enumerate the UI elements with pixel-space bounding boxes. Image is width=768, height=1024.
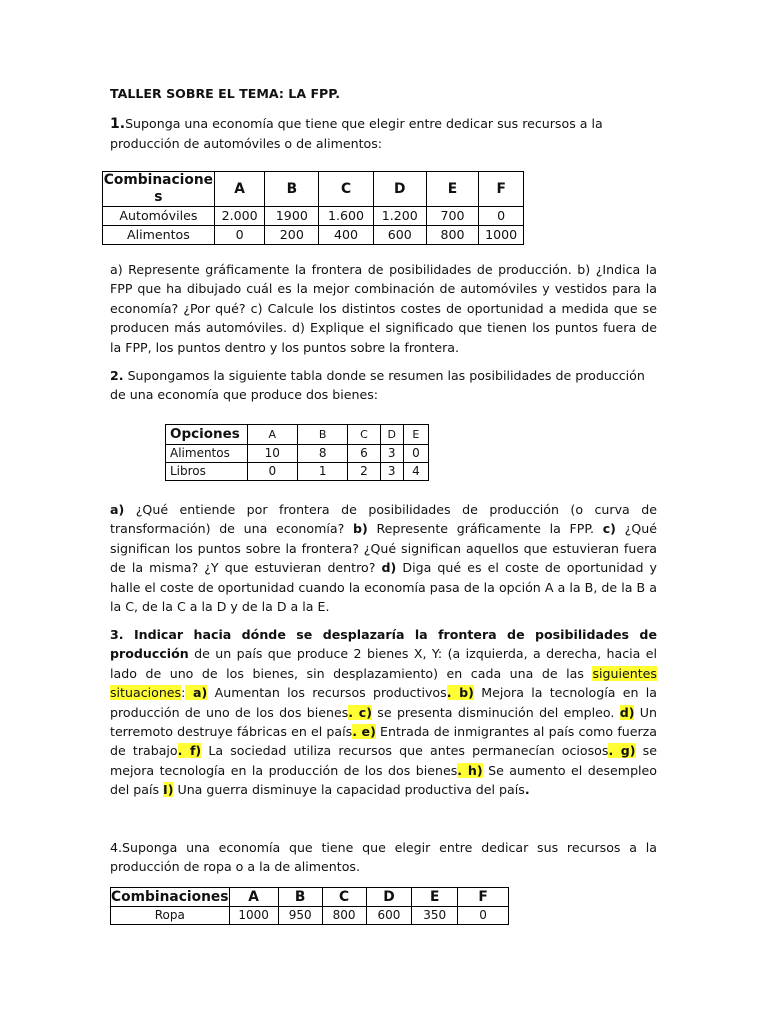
q1-intro: 1.Suponga una economía que tiene que elegir entre dedicar sus recursos a la producción de automóviles o de alimentos: xyxy=(110,116,603,152)
table-header-cell: C xyxy=(348,425,380,445)
q4-intro: 4.Suponga una economía que tiene que elegir entre dedicar sus recursos a la producción de ropa o a la de alimentos. xyxy=(110,840,657,875)
table-row: Alimentos 10 8 6 3 0 xyxy=(166,445,429,463)
table-header-cell: E xyxy=(412,888,458,907)
table-header-cell: B xyxy=(297,425,347,445)
q2-questions: a) ¿Qué entiende por frontera de posibilidades de producción (o curva de transformación) de una economía? b) Represente gráficamente la FPP. c) ¿Qué significan los puntos sobre la frontera? ¿Qué significan aquellos que estuvieran fuera de la misma? ¿Y que estuvieran dentro? d) Diga qué es el coste de oportunidad y halle el coste de oportunidad cuando la economía pasa de la opción A a la B, de la B a la C, de la C a la D y de la D a la E. xyxy=(110,502,657,615)
table-header-cell: B xyxy=(278,888,322,907)
q2-table xyxy=(165,424,429,481)
table-header-cell: Opciones xyxy=(166,425,248,445)
table-header-row xyxy=(103,172,524,207)
table-header-row xyxy=(111,888,509,907)
table-row: Alimentos 0 200 400 600 800 1000 xyxy=(103,226,524,245)
q3-text: 3. Indicar hacia dónde se desplazaría la frontera de posibilidades de producción de un país que produce 2 bienes X, Y: (a izquierda, a derecha, hacia el lado de uno de los bienes, sin desplazamiento) en cada una de las siguientes situaciones: a) Aumentan los recursos productivos. b) Mejora la tecnología en la producción de uno de los dos bienes. c) se presenta disminución del empleo. d) Un terremoto destruye fábricas en el país. e) Entrada de inmigrantes al país como fuerza de trabajo. f) La sociedad utiliza recursos que antes permanecían ociosos. g) se mejora tecnología en la producción de los dos bienes. h) Se aumento el desempleo del país I) Una guerra disminuye la capacidad productiva del país. xyxy=(110,627,658,798)
table-header-cell: Combinacione s xyxy=(103,172,214,205)
q1-table xyxy=(102,171,524,245)
page-title: TALLER SOBRE EL TEMA: LA FPP. xyxy=(110,86,340,101)
table-header-cell: D xyxy=(380,425,403,445)
table-header-cell: C xyxy=(322,888,366,907)
table-header-cell: A xyxy=(247,425,297,445)
table-header-cell: A xyxy=(229,888,278,907)
table-header-cell: F xyxy=(458,888,509,907)
q1-questions: a) Represente gráficamente la frontera de posibilidades de producción. b) ¿Indica la FPP que ha dibujado cuál es la mejor combinación de automóviles y vestidos para la economía? ¿Por qué? c) Calcule los distintos costes de oportunidad a medida que se producen más automóviles. d) Explique el significado que tienen los puntos fuera de la FPP, los puntos dentro y los puntos sobre la frontera. xyxy=(110,262,657,355)
table-row: Automóviles 2.000 1900 1.600 1.200 700 0 xyxy=(103,207,524,226)
table-header-cell: C xyxy=(319,172,374,207)
table-header-cell: D xyxy=(373,172,426,207)
table-row: Ropa 1000 950 800 600 350 0 xyxy=(111,907,509,925)
table-header-cell: Combinaciones xyxy=(111,888,229,905)
table-header-row xyxy=(166,425,429,445)
table-header-cell: A xyxy=(214,172,265,207)
table-header-cell: D xyxy=(366,888,412,907)
table-header-cell: E xyxy=(426,172,479,207)
table-header-cell: F xyxy=(479,172,524,207)
q2-intro: 2. Supongamos la siguiente tabla donde se resumen las posibilidades de producción de una economía que produce dos bienes: xyxy=(110,368,645,403)
table-header-cell: E xyxy=(403,425,428,445)
table-header-cell: B xyxy=(265,172,319,207)
table-row: Libros 0 1 2 3 4 xyxy=(166,463,429,481)
q4-table xyxy=(110,887,509,925)
